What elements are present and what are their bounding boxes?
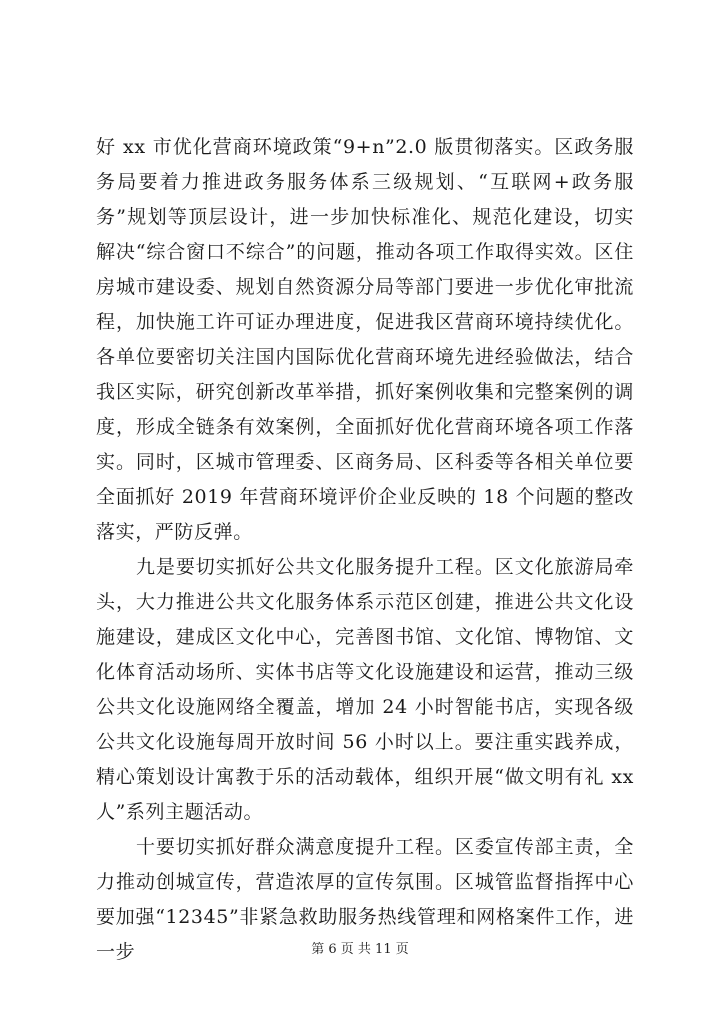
paragraph-item-ten: 十要切实抓好群众满意度提升工程。区委宣传部主责，全力推动创城宣传，营造浓厚的宣传氛围。区城管监督指挥中心要加强“12345”非紧急救助服务热线管理和网格案件工作，进一步 (96, 836, 634, 963)
page-footer: 第 6 页 共 11 页 (311, 942, 409, 957)
paragraph-continuation: 好 xx 市优化营商环境政策“9+n”2.0 版贯彻落实。区政务服务局要着力推进政务服务体系三级规划、“互联网+政务服务”规划等顶层设计，进一步加快标准化、规范化建设，切实解决“综合窗口不综合”的问题，推动各项工作取得实效。区住房城市建设委、规划自然资源分局等部门要进一步优化审批流程，加快施工许可证办理进度，促进我区营商环境持续优化。各单位要密切关注国内国际优化营商环境先进经验做法，结合我区实际，研究创新改革举措，抓好案例收集和完整案例的调度，形成全链条有效案例，全面抓好优化营商环境各项工作落实。同时，区城市管理委、区商务局、区科委等各相关单位要全面抓好 2019 年营商环境评价企业反映的 18 个问题的整改落实，严防反弹。 (96, 136, 634, 543)
paragraph-item-nine: 九是要切实抓好公共文化服务提升工程。区文化旅游局牵头，大力推进公共文化服务体系示范区创建，推进公共文化设施建设，建成区文化中心，完善图书馆、文化馆、博物馆、文化体育活动场所、实体书店等文化设施建设和运营，推动三级公共文化设施网络全覆盖，增加 24 小时智能书店，实现各级公共文化设施每周开放时间 56 小时以上。要注重实践养成，精心策划设计寓教于乐的活动载体，组织开展“做文明有礼 xx 人”系列主题活动。 (96, 556, 634, 823)
document-body (96, 130, 634, 970)
